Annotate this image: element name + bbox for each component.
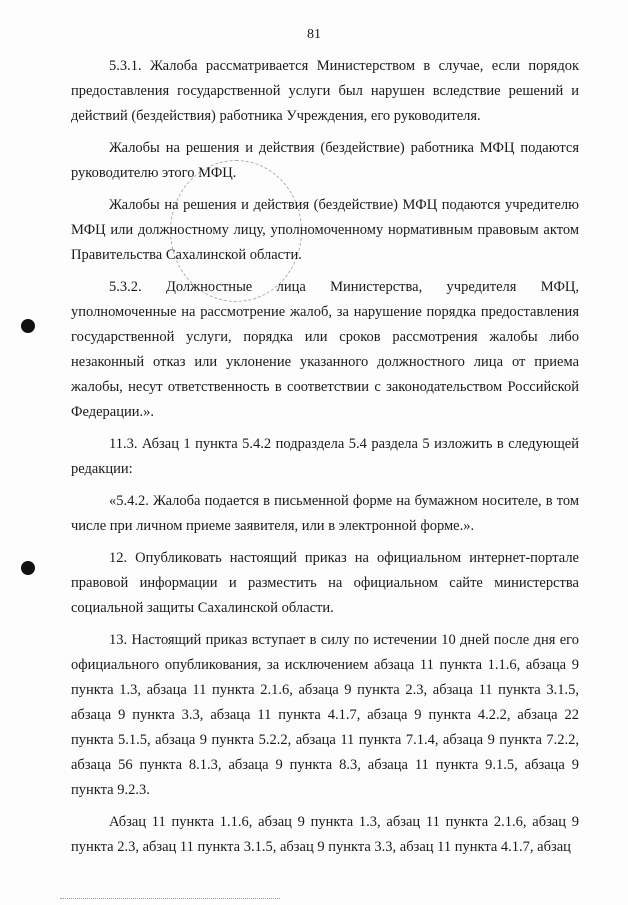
paragraph-mfc-complaints: Жалобы на решения и действия (бездействие) МФЦ подаются учредителю МФЦ или должностному лицу, уполномоченному нормативным правовым актом Правительства Сахалинской области. bbox=[71, 197, 579, 263]
paragraph-mfc-worker-complaints: Жалобы на решения и действия (бездействие) работника МФЦ подаются руководителю этого МФЦ. bbox=[71, 140, 579, 181]
paragraph-5-3-1: 5.3.1. Жалоба рассматривается Министерством в случае, если порядок предоставления государственной услуги был нарушен вследствие решений и действий (бездействия) работника Учреждения, его руководителя. bbox=[71, 58, 579, 124]
paragraph-5-4-2: «5.4.2. Жалоба подается в письменной форме на бумажном носителе, в том числе при личном приеме заявителя, или в электронной форме.». bbox=[71, 493, 579, 534]
scan-edge-artifact bbox=[60, 896, 280, 899]
paragraph-5-3-2: 5.3.2. Должностные лица Министерства, учредителя МФЦ, уполномоченные на рассмотрение жалоб, за нарушение порядка предоставления государственной услуги, порядка или сроков рассмотрения жалобы либо незаконный отказ или уклонение указанного должностного лица от приема жалобы, несут ответственность в соответствии с законодательством Российской Федерации.». bbox=[71, 279, 579, 420]
punch-hole-mark bbox=[21, 319, 35, 333]
page-number: 81 bbox=[307, 27, 321, 42]
document-body bbox=[71, 54, 579, 867]
paragraph-exceptions: Абзац 11 пункта 1.1.6, абзац 9 пункта 1.3, абзац 11 пункта 2.1.6, абзац 9 пункта 2.3, абзац 11 пункта 3.1.5, абзац 9 пункта 3.3, абзац 11 пункта 4.1.7, абзац bbox=[71, 814, 579, 855]
paragraph-12: 12. Опубликовать настоящий приказ на официальном интернет-портале правовой информации и разместить на официальном сайте министерства социальной защиты Сахалинской области. bbox=[71, 550, 579, 616]
punch-hole-mark bbox=[21, 561, 35, 575]
paragraph-13: 13. Настоящий приказ вступает в силу по истечении 10 дней после дня его официального опубликования, за исключением абзаца 11 пункта 1.1.6, абзаца 9 пункта 1.3, абзаца 11 пункта 2.1.6, абзаца 9 пункта 2.3, абзаца 11 пункта 3.1.5, абзаца 9 пункта 3.3, абзаца 11 пункта 4.1.7, абзаца 9 пункта 4.2.2, абзаца 22 пункта 5.1.5, абзаца 9 пункта 5.2.2, абзаца 11 пункта 7.1.4, абзаца 9 пункта 7.2.2, абзаца 56 пункта 8.1.3, абзаца 9 пункта 8.3, абзаца 11 пункта 9.1.5, абзаца 9 пункта 9.2.3. bbox=[71, 632, 579, 798]
paragraph-11-3: 11.3. Абзац 1 пункта 5.4.2 подраздела 5.4 раздела 5 изложить в следующей редакции: bbox=[71, 436, 579, 477]
